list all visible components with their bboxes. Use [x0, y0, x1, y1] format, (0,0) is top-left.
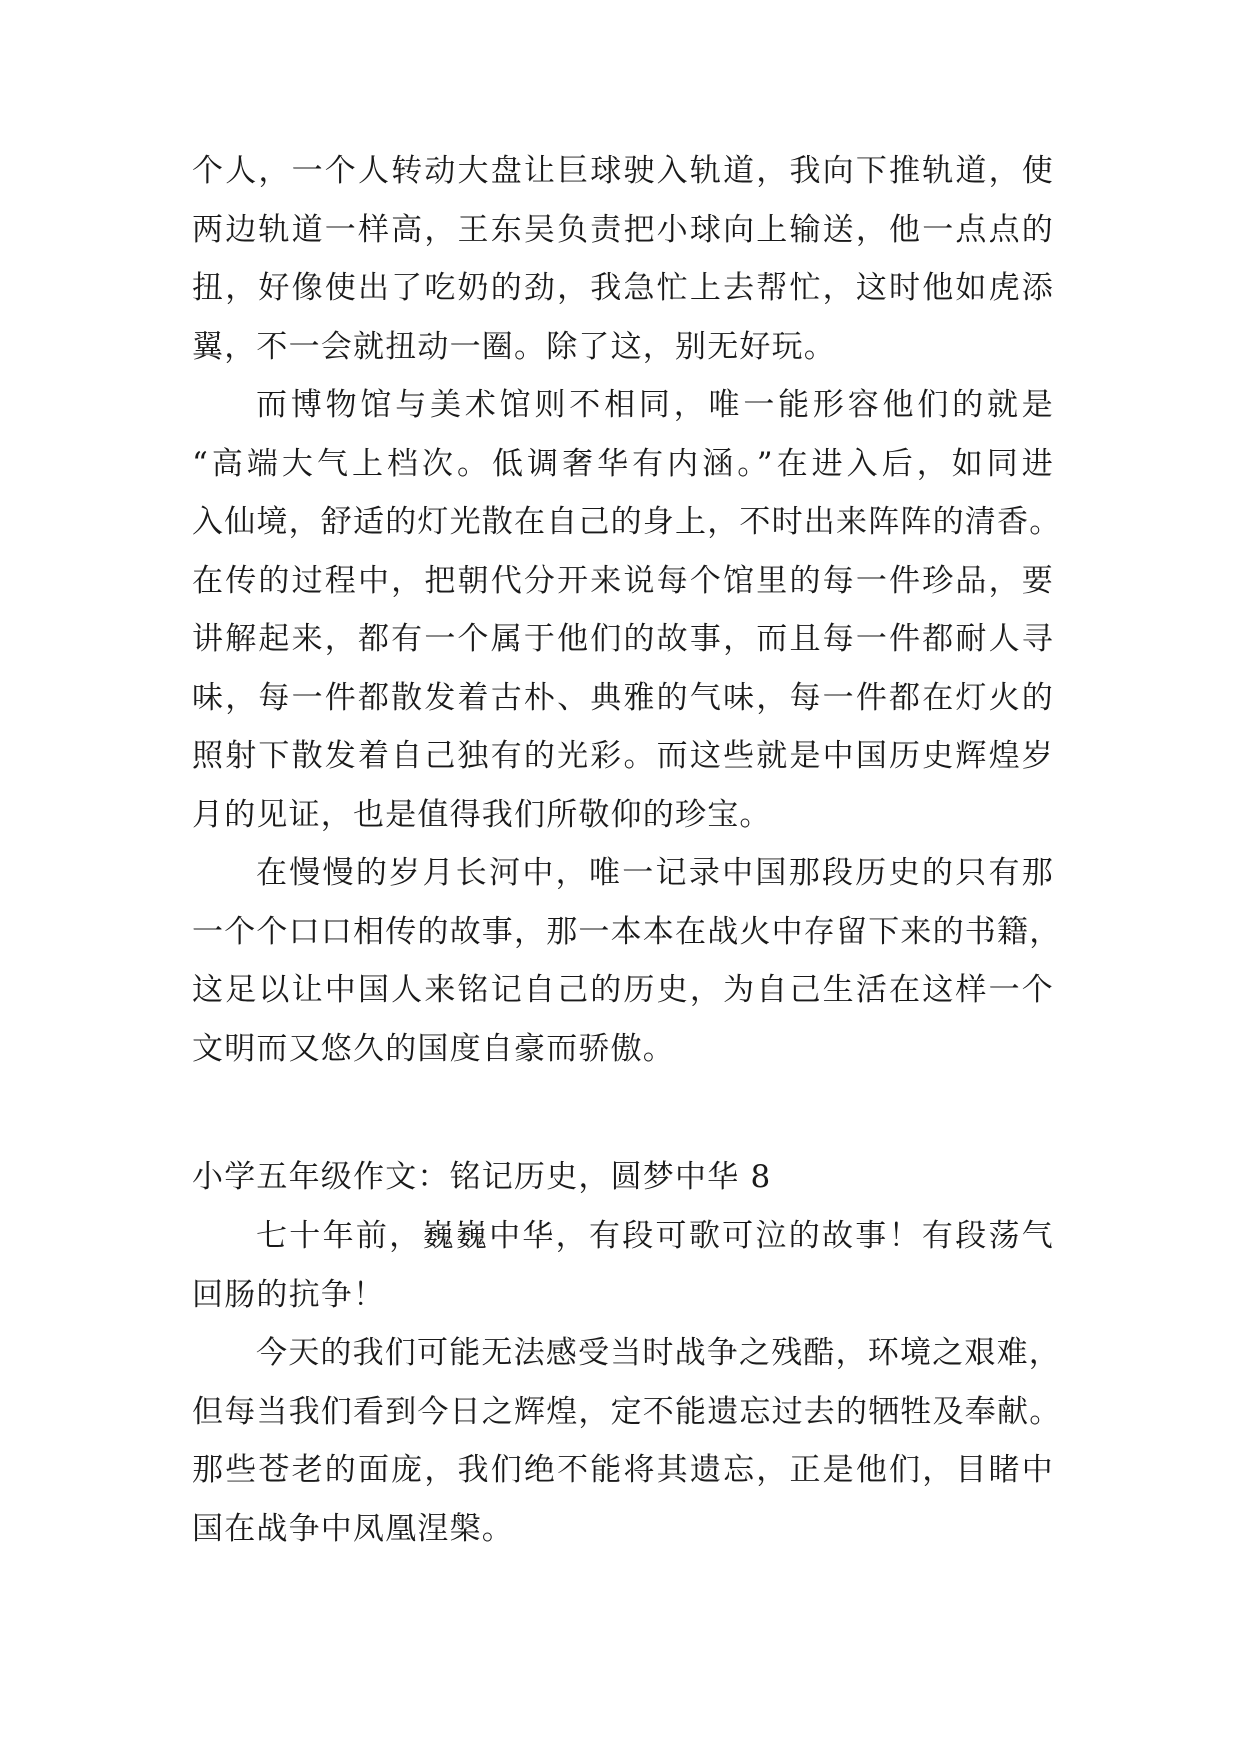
- paragraph-line: 但每当我们看到今日之辉煌，定不能遗忘过去的牺牲及奉献。: [192, 1393, 1062, 1430]
- paragraph-line: 回肠的抗争！: [192, 1276, 386, 1313]
- essay-title: 小学五年级作文：铭记历史，圆梦中华 8: [192, 1159, 772, 1195]
- paragraph-line: 今天的我们可能无法感受当时战争之残酷，环境之艰难，: [256, 1335, 1061, 1371]
- section-1-body: [192, 142, 1062, 1078]
- paragraph-line: 在传的过程中，把朝代分开来说每个馆里的每一件珍品，要: [192, 562, 1054, 599]
- paragraph-line: 照射下散发着自己独有的光彩。而这些就是中国历史辉煌岁: [192, 738, 1054, 774]
- paragraph-line: 七十年前，巍巍中华，有段可歌可泣的故事！有段荡气: [256, 1218, 1054, 1254]
- paragraph-line: 扭，好像使出了吃奶的劲，我急忙上去帮忙，这时他如虎添: [192, 270, 1054, 306]
- paragraph-line: 这足以让中国人来铭记自己的历史，为自己生活在这样一个: [192, 972, 1054, 1008]
- paragraph-line: 月的见证，也是值得我们所敬仰的珍宝。: [192, 796, 772, 833]
- paragraph-line: 国在战争中凤凰涅槃。: [192, 1510, 514, 1547]
- paragraph-line: 一个个口口相传的故事，那一本本在战火中存留下来的书籍，: [192, 913, 1062, 950]
- paragraph-line: 而博物馆与美术馆则不相同，唯一能形容他们的就是: [256, 387, 1054, 423]
- paragraph-line: 入仙境，舒适的灯光散在自己的身上，不时出来阵阵的清香。: [192, 504, 1062, 540]
- paragraph-line: 讲解起来，都有一个属于他们的故事，而且每一件都耐人寻: [192, 621, 1054, 657]
- paragraph-line: 翼，不一会就扭动一圈。除了这，别无好玩。: [192, 328, 836, 365]
- section-2-body: [192, 1207, 1062, 1558]
- paragraph-line: 在慢慢的岁月长河中，唯一记录中国那段历史的只有那: [256, 855, 1054, 891]
- paragraph-line: 那些苍老的面庞，我们绝不能将其遗忘，正是他们，目睹中: [192, 1452, 1054, 1488]
- paragraph-line: 文明而又悠久的国度自豪而骄傲。: [192, 1030, 675, 1067]
- paragraph-line: 个人，一个人转动大盘让巨球驶入轨道，我向下推轨道，使: [192, 153, 1054, 189]
- paragraph-line: 两边轨道一样高，王东吴负责把小球向上输送，他一点点的: [192, 211, 1054, 248]
- paragraph-line: “高端大气上档次。低调奢华有内涵。”在进入后，如同进: [192, 445, 1054, 482]
- paragraph-line: 味，每一件都散发着古朴、典雅的气味，每一件都在灯火的: [192, 679, 1054, 716]
